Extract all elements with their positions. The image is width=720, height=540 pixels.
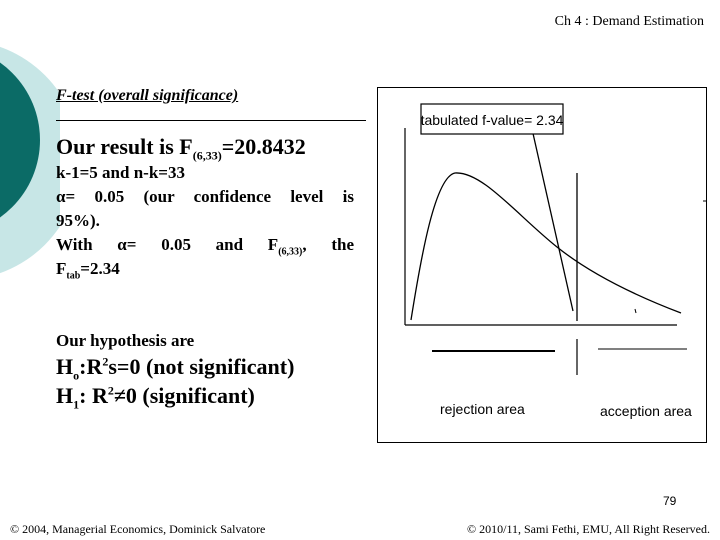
section-title: F-test (overall significance)	[56, 87, 239, 104]
f-distribution-diagram	[377, 87, 707, 443]
alpha-line-continued: 95%).	[56, 211, 100, 230]
chapter-header: Ch 4 : Demand Estimation	[554, 14, 704, 29]
result-statement: Our result is $F_{(6,33)}=20.8432$	[56, 134, 306, 163]
f-tab-line: $F_{tab}=2.34$	[56, 259, 120, 282]
footer-copyright-right: © 2010/11, Sami Fethi, EMU, All Right Reserved.	[467, 522, 710, 536]
page-number: 79	[663, 494, 677, 508]
decorative-circles	[0, 0, 60, 290]
title-divider	[56, 120, 366, 121]
null-hypothesis: $H_o:R^2s=0$ (not significant)	[56, 354, 295, 383]
alpha-line: α= 0.05 (our confidence level is	[56, 187, 354, 206]
acception-area-label: acception area	[600, 403, 692, 419]
with-line: With α= 0.05 and $F_{(6,33)}$, the	[56, 235, 354, 258]
tabulated-value-label: tabulated f-value= 2.34	[420, 112, 564, 128]
rejection-area-label: rejection area	[440, 401, 525, 417]
hypothesis-intro: Our hypothesis are	[56, 331, 195, 350]
alternative-hypothesis: $H_1$: $R^2\ne 0$ (significant)	[56, 383, 255, 412]
degrees-of-freedom-line: k-1=5 and n-k=33	[56, 163, 185, 182]
footer-copyright-left: © 2004, Managerial Economics, Dominick Salvatore	[10, 522, 266, 536]
diagram-frame	[378, 88, 707, 443]
